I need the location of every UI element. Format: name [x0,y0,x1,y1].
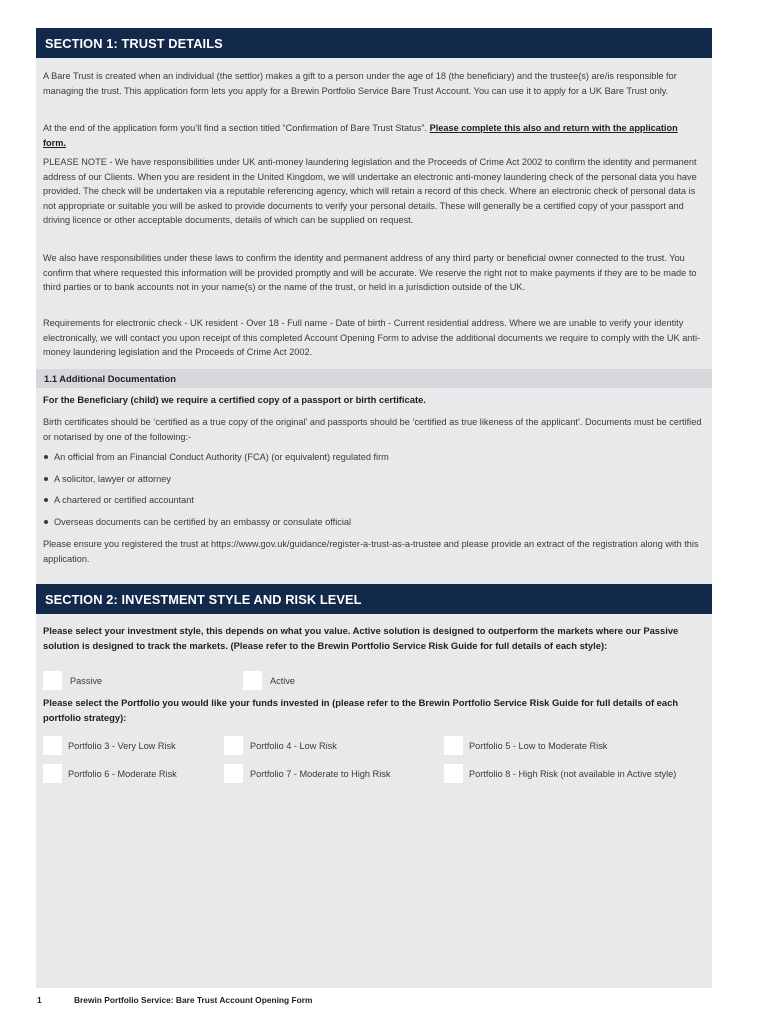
portfolio-4-checkbox[interactable] [224,736,243,755]
option-label: Portfolio 8 - High Risk (not available in Active style) [469,769,677,779]
option-label: Passive [70,676,103,686]
section-2-heading: SECTION 2: INVESTMENT STYLE AND RISK LEVEL [36,584,712,614]
portfolio-question: Please select the Portfolio you would like your funds invested in (please refer to the Brewin Portfolio Service Risk Guide for full details of each portfolio strategy): [43,697,679,723]
confirmation-paragraph [43,121,703,150]
portfolio-8-checkbox[interactable] [444,764,463,783]
confirmation-emphasis: Please complete this also and return with the application form. [43,123,678,148]
requirements-paragraph: Requirements for electronic check - UK resident - Over 18 - Full name - Date of birth - Current residential address. Where we are unable to verify your identity electronically, we will contact you upon receipt of this completed Account Opening Form to advise the additional documents we require to comply with the UK anti-money laundering legislation and the Proceeds of Crime Act 2002. [43,318,701,358]
option-label: Portfolio 7 - Moderate to High Risk [250,769,391,779]
bullet-icon [44,477,48,481]
portfolio-option-5[interactable] [444,736,614,755]
option-label: Portfolio 6 - Moderate Risk [68,769,177,779]
option-label: Active [270,676,296,686]
confirmation-text: At the end of the application form you’ll find a section titled “Confirmation of Bare Trust Status”. [43,123,430,133]
please-note-paragraph: PLEASE NOTE - We have responsibilities under UK anti-money laundering legislation and the Proceeds of Crime Act 2002 to confirm the identity and permanent address of our Clients. When you are resident in the United Kingdom, we will undertake an electronic anti-money laundering check of the personal data you have provided. The check will be undertaken via a reputable referencing agency, which will retain a record of this check. Where an electronic check of personal data is not appropriate or suitable you will be asked to provide documents to verify your personal details. These will generally be a certified copy of your passport and driving licence or other acceptable documents, details of which can be supplied on request. [43,157,697,226]
portfolio-option-3[interactable] [43,736,213,755]
portfolio-option-7[interactable] [224,764,394,783]
style-option-active[interactable] [243,671,413,690]
option-label: Portfolio 3 - Very Low Risk [68,741,176,751]
certification-intro: Birth certificates should be ‘certified as a true copy of the original’ and passports should be ‘certified as true likeness of the applicant’. Documents must be certified or notarised by one of the following:- [43,417,702,442]
portfolio-3-checkbox[interactable] [43,736,62,755]
page-number: 1 [37,995,42,1005]
portfolio-6-checkbox[interactable] [43,764,62,783]
option-label: Portfolio 4 - Low Risk [250,741,337,751]
list-item-text: A chartered or certified accountant [54,495,194,505]
bullet-icon [44,455,48,459]
beneficiary-requirement: For the Beneficiary (child) we require a certified copy of a passport or birth certificate. [43,394,426,405]
portfolio-option-6[interactable] [43,764,213,783]
active-checkbox[interactable] [243,671,262,690]
option-label: Portfolio 5 - Low to Moderate Risk [469,741,608,751]
section-1-heading: SECTION 1: TRUST DETAILS [36,28,712,58]
portfolio-option-4[interactable] [224,736,394,755]
style-option-passive[interactable] [43,671,213,690]
portfolio-7-checkbox[interactable] [224,764,243,783]
list-item-text: A solicitor, lawyer or attorney [54,474,171,484]
passive-checkbox[interactable] [43,671,62,690]
footer-title: Brewin Portfolio Service: Bare Trust Account Opening Form [74,995,313,1005]
portfolio-5-checkbox[interactable] [444,736,463,755]
portfolio-option-8[interactable] [444,764,677,783]
registration-note: Please ensure you registered the trust at https://www.gov.uk/guidance/register-a-trust-as-a-trustee and please provide an extract of the registration along with this application. [43,539,699,564]
bare-trust-intro: A Bare Trust is created when an individual (the settlor) makes a gift to a person under the age of 18 (the beneficiary) and the trustee(s) are/is responsible for managing the trust. This application form lets you apply for a Brewin Portfolio Service Bare Trust Account. You can use it to apply for a UK Bare Trust only. [43,71,677,96]
style-question: Please select your investment style, this depends on what you value. Active solution is designed to outperform the markets where our Passive solution is designed to track the markets. (Please refer to the Brewin Portfolio Service Risk Guide for full details of each style): [43,625,679,651]
third-party-paragraph: We also have responsibilities under these laws to confirm the identity and permanent address of any third party or beneficial owner connected to the trust. You confirm that where requested this information will be provided promptly and will be accurate. We reserve the right not to make payments if they are to be made to third parties or to bank accounts not in your name(s) or the name of the trust, or held in a jurisdiction outside of the UK. [43,253,697,293]
bullet-icon [44,498,48,502]
subsection-heading: 1.1 Additional Documentation [36,369,712,388]
bullet-icon [44,520,48,524]
list-item-text: Overseas documents can be certified by an embassy or consulate official [54,517,352,527]
list-item-text: An official from an Financial Conduct Authority (FCA) (or equivalent) regulated firm [54,452,389,462]
